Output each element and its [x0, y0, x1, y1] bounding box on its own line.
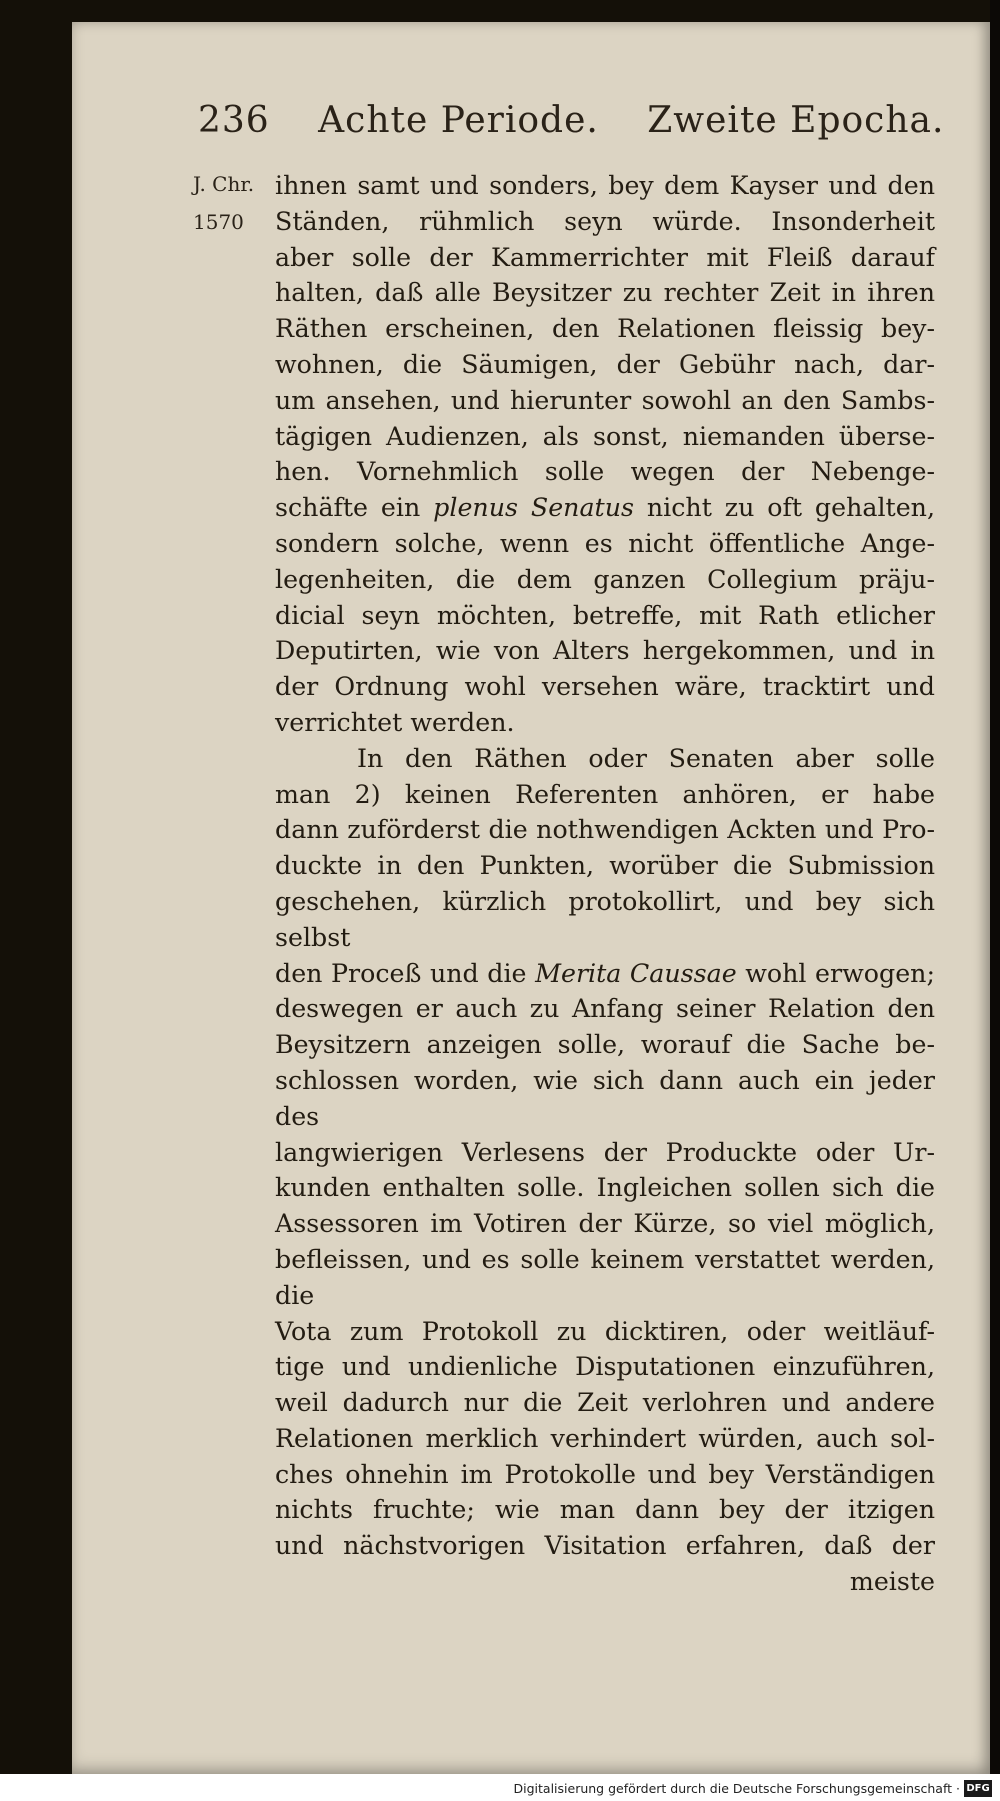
text-line: geschehen, kürzlich protokollirt, und bey sich selbst — [275, 886, 935, 952]
text-line: verrichtet werden. — [275, 707, 515, 737]
running-header — [198, 100, 944, 141]
text-line: man 2) keinen Referenten anhören, er habe — [275, 779, 935, 809]
page-number: 236 — [198, 100, 270, 141]
text-line: ihnen samt und sonders, bey dem Kayser und den — [275, 171, 935, 200]
book-edge — [990, 0, 1000, 1801]
header-part: Achte Periode. — [318, 100, 599, 141]
text-line: um ansehen, und hierunter sowohl an den Sambs- — [275, 385, 935, 415]
text-line: kunden enthalten solle. Ingleichen sollen sich die — [275, 1173, 935, 1203]
text-line: Vota zum Protokoll zu dicktiren, oder weitläuf- — [275, 1316, 935, 1346]
text-line: aber solle der Kammerrichter mit Fleiß darauf — [275, 242, 935, 272]
margin-era: J. Chr. — [193, 172, 255, 196]
text-line: sondern solche, wenn es nicht öffentliche Ange- — [275, 528, 935, 558]
text-line: den Proceß und die Merita Caussae wohl erwogen; — [275, 958, 935, 988]
footer-bar — [0, 1774, 1000, 1801]
text-line: weil dadurch nur die Zeit verlohren und andere — [275, 1388, 935, 1418]
page-text — [275, 168, 935, 1600]
paragraph-1 — [275, 168, 935, 741]
text-line: deswegen er auch zu Anfang seiner Relation den — [275, 994, 935, 1024]
text-line: dann zuförderst die nothwendigen Ackten und Pro- — [275, 815, 935, 845]
text-line: Ständen, rühmlich seyn würde. Insonderheit — [275, 206, 935, 236]
text-line: und nächstvorigen Visitation erfahren, daß der — [275, 1531, 935, 1561]
text-line: Beysitzern anzeigen solle, worauf die Sache be- — [275, 1030, 935, 1060]
text-line: Räthen erscheinen, den Relationen fleissig bey- — [275, 314, 935, 344]
latin-phrase: Merita Caussae — [535, 958, 737, 988]
text-line: Assessoren im Votiren der Kürze, so viel möglich, — [275, 1209, 935, 1239]
text-line: langwierigen Verlesens der Produckte oder Ur- — [275, 1137, 935, 1167]
text-line: legenheiten, die dem ganzen Collegium präju- — [275, 564, 935, 594]
text-line: schlossen worden, wie sich dann auch ein jeder des — [275, 1065, 935, 1131]
margin-year: 1570 — [193, 210, 244, 234]
header-section: Zweite Epocha. — [647, 100, 945, 141]
text-line: Deputirten, wie von Alters hergekommen, und in — [275, 636, 935, 666]
text-line: schäfte ein plenus Senatus nicht zu oft gehalten, — [275, 493, 936, 523]
text-line: befleissen, und es solle keinem verstattet werden, die — [275, 1244, 935, 1310]
text-line: der Ordnung wohl versehen wäre, tracktirt und — [275, 672, 935, 702]
latin-phrase: plenus Senatus — [433, 493, 634, 523]
footer-credit: Digitalisierung gefördert durch die Deutsche Forschungsgemeinschaft · — [513, 1781, 960, 1796]
text-line: In den Räthen oder Senaten aber solle — [357, 743, 935, 773]
text-line: hen. Vornehmlich solle wegen der Nebenge- — [275, 457, 935, 487]
text-line: Relationen merklich verhindert würden, auch sol- — [275, 1423, 935, 1453]
text-line: tige und undienliche Disputationen einzuführen, — [275, 1352, 935, 1382]
text-line: dicial seyn möchten, betreffe, mit Rath etlicher — [275, 600, 935, 630]
dfg-logo-icon: DFG — [964, 1780, 992, 1797]
text-line: halten, daß alle Beysitzer zu rechter Zeit in ihren — [275, 278, 935, 308]
text-line: wohnen, die Säumigen, der Gebühr nach, dar- — [275, 349, 935, 379]
paragraph-2 — [275, 741, 935, 1564]
catchword: meiste — [849, 1567, 935, 1597]
text-line: tägigen Audienzen, als sonst, niemanden überse- — [275, 421, 935, 451]
text-line: ches ohnehin im Protokolle und bey Verständigen — [275, 1459, 935, 1489]
text-line: duckte in den Punkten, worüber die Submission — [275, 851, 935, 881]
text-line: nichts fruchte; wie man dann bey der itzigen — [275, 1495, 935, 1525]
